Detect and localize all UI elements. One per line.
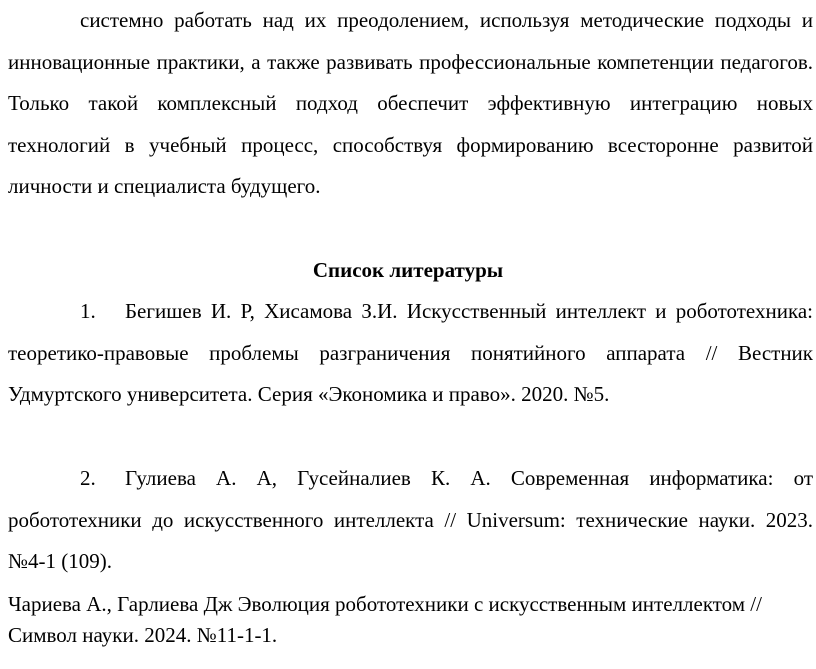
- body-paragraph: системно работать над их преодолением, используя методические подходы и инновационные практики, а также развивать профессиональные компетенции педагогов. Только такой комплексный подход обеспечит эффективную интеграцию новых технологий в учебный процесс, способствуя формированию всесторонне развитой личности и специалиста будущего.: [8, 8, 813, 198]
- reference-text: Чариева А., Гарлиева Дж Эволюция робототехники с искусственным интеллектом // Символ науки. 2024. №11-1-1.: [8, 592, 762, 647]
- reference-text: Гулиева А. А, Гусейналиев К. А. Современная информатика: от робототехники до искусственного интеллекта // Universum: технические науки. 2023. №4-1 (109).: [8, 466, 813, 573]
- reference-number: 1.: [80, 299, 96, 323]
- reference-item: [8, 458, 813, 583]
- references-heading: Список литературы: [312, 258, 504, 282]
- reference-number: 2.: [80, 466, 96, 490]
- reference-item: [8, 291, 813, 416]
- reference-text: Бегишев И. Р, Хисамова З.И. Искусственный интеллект и робототехника: теоретико-правовые проблемы разграничения понятийного аппарата // Вестник Удмуртского университета. Серия «Экономика и право». 2020. №5.: [8, 299, 813, 406]
- reference-item: [8, 589, 768, 651]
